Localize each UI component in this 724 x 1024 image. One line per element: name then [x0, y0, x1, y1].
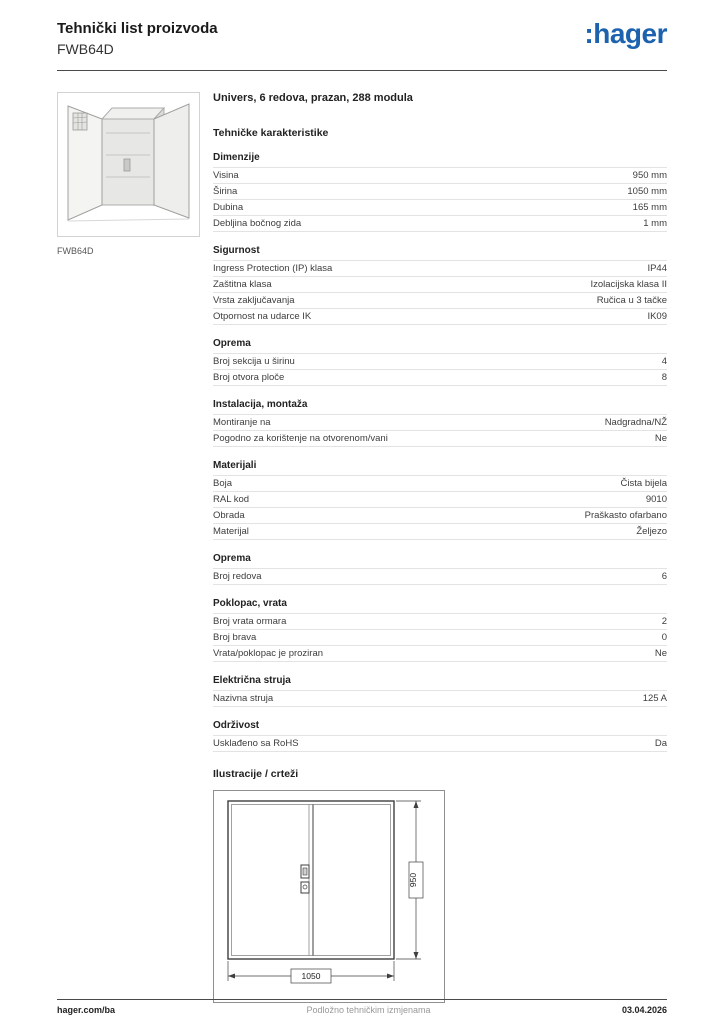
spec-sections	[213, 148, 667, 752]
spec-label: Dubina	[213, 202, 244, 214]
spec-row	[213, 415, 667, 431]
section-rows	[213, 476, 667, 540]
spec-label: RAL kod	[213, 494, 250, 506]
hager-logo: :hager	[584, 18, 667, 49]
spec-row	[213, 614, 667, 630]
spec-label: Montiranje na	[213, 417, 271, 429]
spec-section	[213, 456, 667, 540]
illustrations-heading: Ilustracije / crteži	[213, 768, 299, 781]
spec-label: Usklađeno sa RoHS	[213, 738, 299, 750]
spec-value: Željezo	[636, 526, 667, 538]
spec-label: Obrada	[213, 510, 245, 522]
product-name: Univers, 6 redova, prazan, 288 modula	[213, 92, 413, 104]
section-rows	[213, 168, 667, 232]
footer-note: Podložno tehničkim izmjenama	[306, 1005, 431, 1015]
spec-row	[213, 168, 667, 184]
spec-row	[213, 277, 667, 293]
spec-row	[213, 524, 667, 540]
spec-value: 2	[661, 616, 667, 628]
section-heading: Instalacija, montaža	[213, 395, 667, 415]
page-title: Tehnički list proizvoda	[57, 20, 218, 37]
spec-label: Broj otvora ploče	[213, 372, 285, 384]
section-rows	[213, 569, 667, 585]
spec-label: Otpornost na udarce IK	[213, 311, 312, 323]
spec-value: IP44	[647, 263, 667, 275]
spec-value: Da	[654, 738, 667, 750]
spec-label: Broj brava	[213, 632, 257, 644]
spec-value: 125 A	[642, 693, 667, 705]
product-image	[57, 92, 200, 237]
spec-value: 165 mm	[632, 202, 667, 214]
spec-label: Visina	[213, 170, 239, 182]
spec-value: Nadgradna/NŽ	[604, 417, 667, 429]
spec-row	[213, 736, 667, 752]
spec-label: Zaštitna klasa	[213, 279, 272, 291]
tech-characteristics-heading: Tehničke karakteristike	[213, 127, 329, 140]
spec-value: Čista bijela	[620, 478, 667, 490]
spec-value: Ne	[654, 433, 667, 445]
spec-label: Broj redova	[213, 571, 262, 583]
spec-value: Ručica u 3 tačke	[596, 295, 667, 307]
spec-value: 8	[661, 372, 667, 384]
spec-label: Vrsta zaključavanja	[213, 295, 295, 307]
spec-row	[213, 216, 667, 232]
spec-row	[213, 569, 667, 585]
spec-value: 1 mm	[643, 218, 667, 230]
section-heading: Oprema	[213, 549, 667, 569]
spec-label: Broj vrata ormara	[213, 616, 287, 628]
spec-value: Praškasto ofarbano	[584, 510, 667, 522]
spec-label: Ingress Protection (IP) klasa	[213, 263, 333, 275]
footer-date: 03.04.2026	[621, 1005, 667, 1015]
spec-section	[213, 334, 667, 386]
spec-value: 0	[661, 632, 667, 644]
spec-row	[213, 646, 667, 662]
spec-section	[213, 671, 667, 707]
spec-section	[213, 549, 667, 585]
section-heading: Poklopac, vrata	[213, 594, 667, 614]
spec-section	[213, 241, 667, 325]
spec-row	[213, 691, 667, 707]
section-rows	[213, 261, 667, 325]
section-rows	[213, 736, 667, 752]
drawing-height-dimension: 950	[408, 873, 418, 888]
spec-value: 1050 mm	[627, 186, 667, 198]
product-reference: FWB64D	[57, 41, 114, 57]
spec-row	[213, 508, 667, 524]
section-heading: Oprema	[213, 334, 667, 354]
spec-row	[213, 293, 667, 309]
illustrations-block	[213, 768, 667, 1003]
spec-label: Nazivna struja	[213, 693, 274, 705]
section-rows	[213, 614, 667, 662]
footer	[57, 1005, 667, 1015]
spec-value: 9010	[645, 494, 667, 506]
spec-row	[213, 630, 667, 646]
section-heading: Električna struja	[213, 671, 667, 691]
spec-value: 6	[661, 571, 667, 583]
header	[57, 20, 667, 64]
spec-section	[213, 716, 667, 752]
section-heading: Materijali	[213, 456, 667, 476]
spec-label: Materijal	[213, 526, 249, 538]
spec-label: Debljina bočnog zida	[213, 218, 302, 230]
spec-row	[213, 309, 667, 325]
spec-label: Pogodno za korištenje na otvorenom/vani	[213, 433, 388, 445]
footer-divider	[57, 999, 667, 1000]
spec-row	[213, 431, 667, 447]
spec-value: 4	[661, 356, 667, 368]
footer-url: hager.com/ba	[57, 1005, 116, 1015]
spec-section	[213, 148, 667, 232]
spec-row	[213, 261, 667, 277]
section-heading: Dimenzije	[213, 148, 667, 168]
spec-label: Širina	[213, 186, 238, 198]
product-image-caption: FWB64D	[57, 246, 94, 256]
spec-column	[213, 92, 667, 1003]
enclosure-illustration	[58, 93, 199, 236]
dimension-drawing	[214, 791, 444, 1002]
drawing-width-dimension: 1050	[301, 971, 321, 982]
product-figure	[57, 92, 200, 256]
section-rows	[213, 691, 667, 707]
spec-value: IK09	[647, 311, 667, 323]
spec-row	[213, 354, 667, 370]
spec-row	[213, 184, 667, 200]
section-rows	[213, 354, 667, 386]
spec-row	[213, 370, 667, 386]
spec-value: Izolacijska klasa II	[590, 279, 667, 291]
section-rows	[213, 415, 667, 447]
spec-value: 950 mm	[632, 170, 667, 182]
spec-value: Ne	[654, 648, 667, 660]
section-heading: Sigurnost	[213, 241, 667, 261]
spec-row	[213, 200, 667, 216]
spec-row	[213, 476, 667, 492]
spec-section	[213, 395, 667, 447]
technical-drawing	[213, 790, 445, 1003]
spec-label: Boja	[213, 478, 233, 490]
header-divider	[57, 70, 667, 71]
spec-section	[213, 594, 667, 662]
section-heading: Održivost	[213, 716, 667, 736]
spec-label: Vrata/poklopac je proziran	[213, 648, 324, 660]
spec-row	[213, 492, 667, 508]
spec-label: Broj sekcija u širinu	[213, 356, 295, 368]
